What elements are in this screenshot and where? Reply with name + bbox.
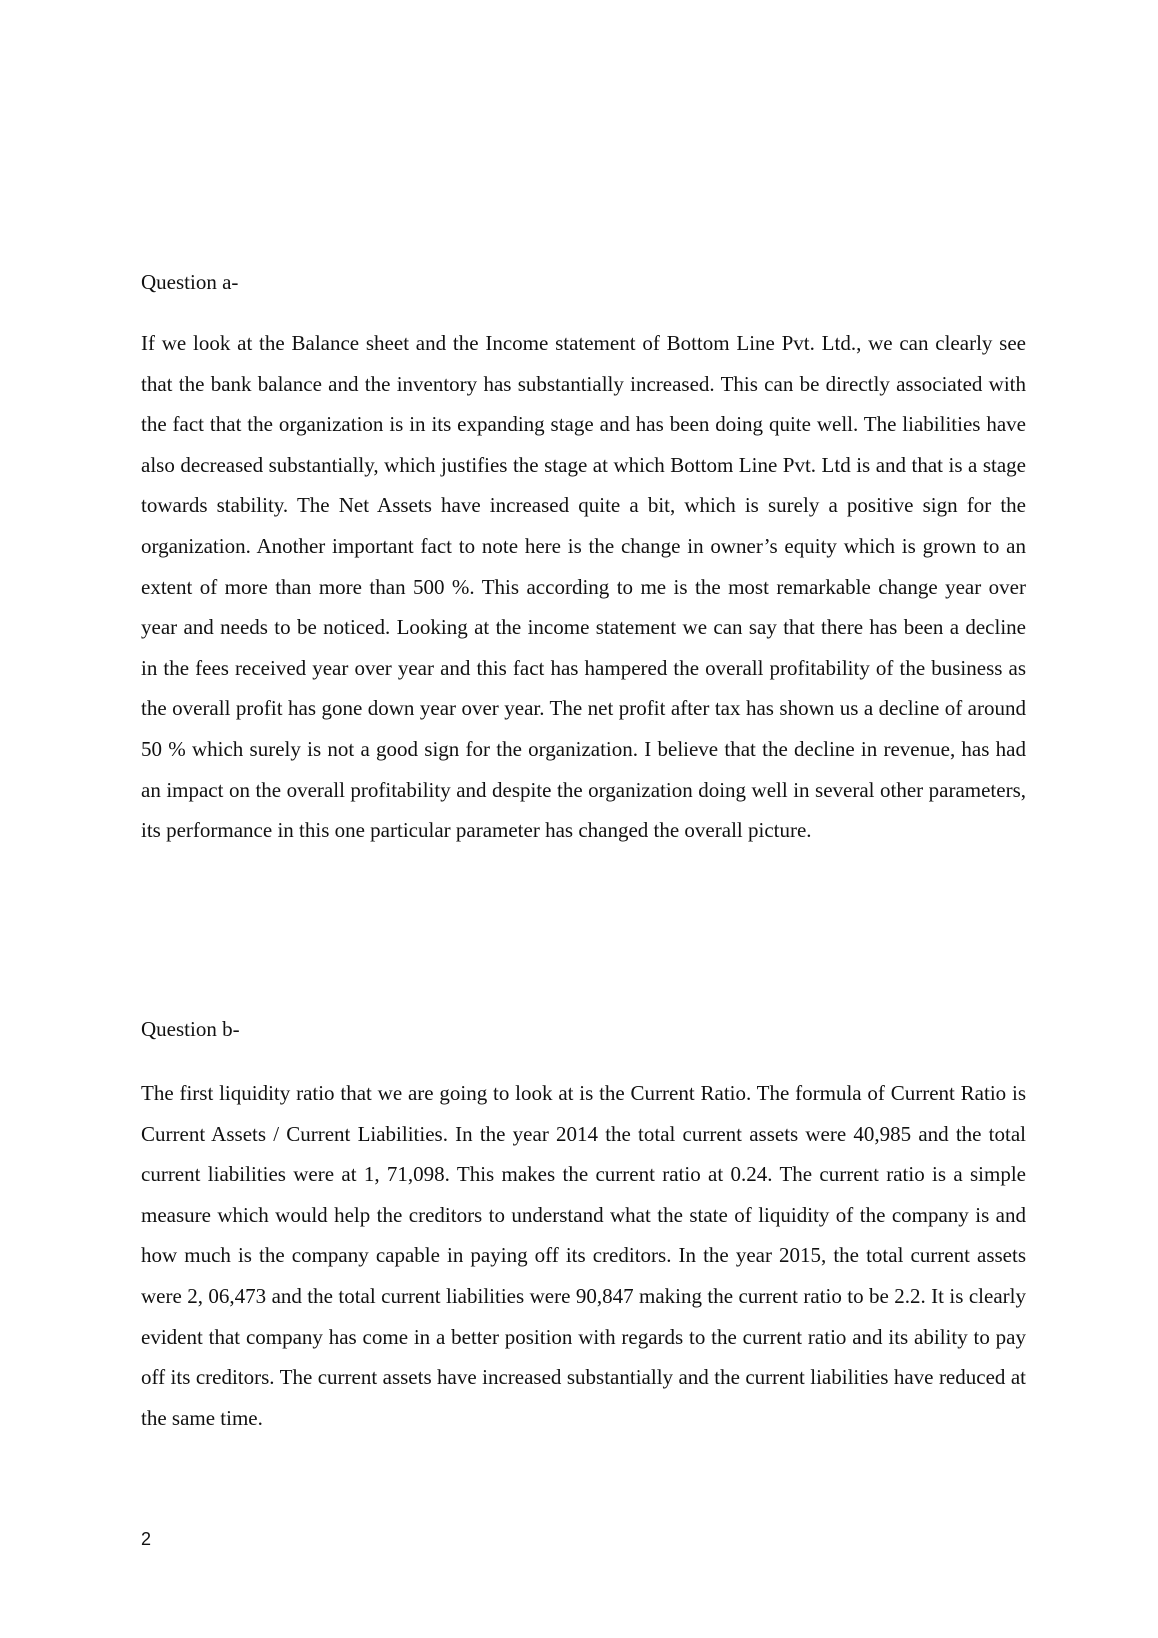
- question-b-paragraph: The first liquidity ratio that we are going to look at is the Current Ratio. The formula of Current Ratio is Current Assets / Current Liabilities. In the year 2014 the total current assets were 40,985 and the total current liabilities were at 1, 71,098. This makes the current ratio at 0.24. The current ratio is a simple measure which would help the creditors to understand what the state of liquidity of the company is and how much is the company capable in paying off its creditors. In the year 2015, the total current assets were 2, 06,473 and the total current liabilities were 90,847 making the current ratio to be 2.2. It is clearly evident that company has come in a better position with regards to the current ratio and its ability to pay off its creditors. The current assets have increased substantially and the current liabilities have reduced at the same time.: [141, 1081, 1026, 1430]
- page-number: 2: [141, 1529, 152, 1549]
- question-a-paragraph: If we look at the Balance sheet and the Income statement of Bottom Line Pvt. Ltd., we can clearly see that the bank balance and the inventory has substantially increased. This can be directly associated with the fact that the organization is in its expanding stage and has been doing quite well. The liabilities have also decreased substantially, which justifies the stage at which Bottom Line Pvt. Ltd is and that is a stage towards stability. The Net Assets have increased quite a bit, which is surely a positive sign for the organization. Another important fact to note here is the change in owner’s equity which is grown to an extent of more than more than 500 %. This according to me is the most remarkable change year over year and needs to be noticed. Looking at the income statement we can say that there has been a decline in the fees received year over year and this fact has hampered the overall profitability of the business as the overall profit has gone down year over year. The net profit after tax has shown us a decline of around 50 % which surely is not a good sign for the organization. I believe that the decline in revenue, has had an impact on the overall profitability and despite the organization doing well in several other parameters, its performance in this one particular parameter has changed the overall picture.: [141, 331, 1026, 843]
- question-b-heading: Question b-: [141, 1017, 240, 1041]
- question-a-heading: Question a-: [141, 270, 239, 294]
